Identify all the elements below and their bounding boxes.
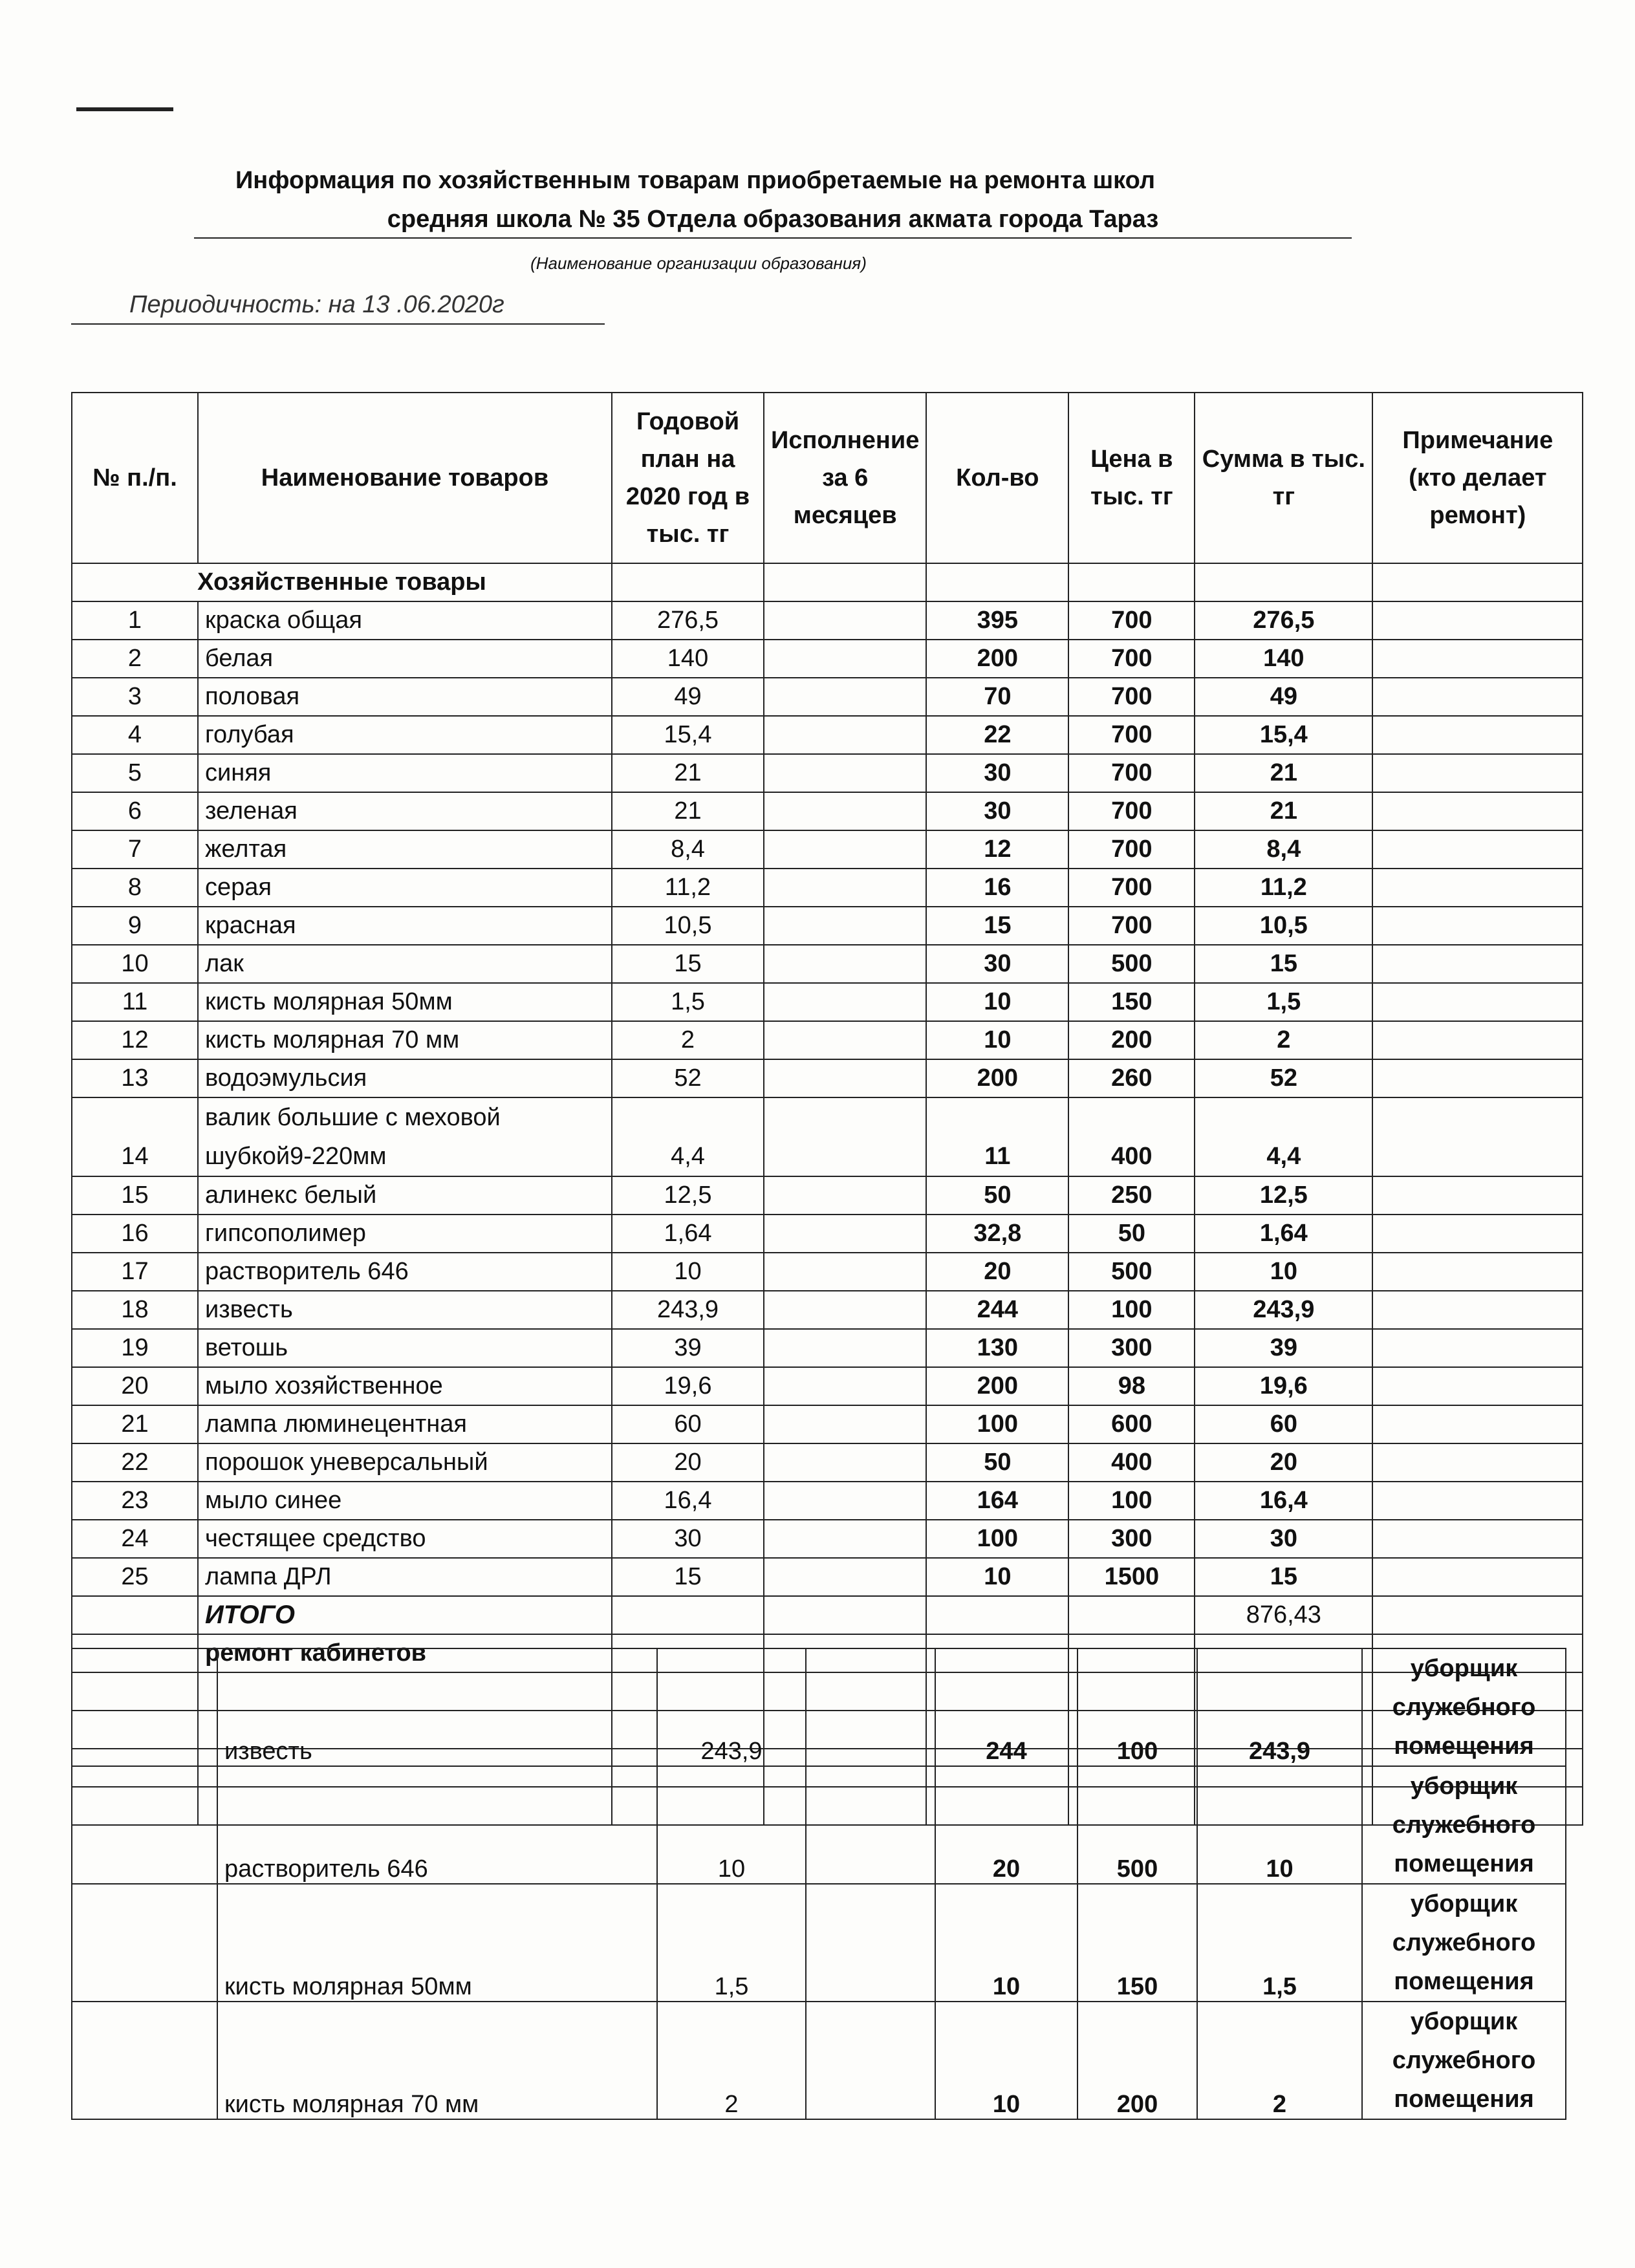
item-name: мыло синее: [198, 1482, 612, 1520]
item-plan: 4,4: [612, 1097, 764, 1176]
item-price: 1500: [1068, 1558, 1195, 1596]
item-sum: 60: [1195, 1405, 1372, 1443]
row-number: 25: [72, 1558, 198, 1596]
item-done: [764, 1215, 926, 1253]
item-note: [1372, 1253, 1583, 1291]
item-name: честящее средство: [198, 1520, 612, 1558]
item-note: [1372, 1215, 1583, 1253]
doc-title: Информация по хозяйственным товарам приобретаемые на ремонта школ: [235, 167, 1156, 194]
item-price: 700: [1068, 907, 1195, 945]
item-price: 700: [1068, 869, 1195, 907]
table-row: [72, 601, 1583, 640]
repair-done: [806, 2002, 935, 2119]
row-number: 13: [72, 1059, 198, 1097]
repair-sum: 1,5: [1197, 1884, 1362, 2002]
item-name: валик большие с меховой шубкой9-220мм: [198, 1097, 612, 1176]
table-row: [72, 678, 1583, 716]
section-title-repair: ремонт кабинетов: [198, 1634, 612, 1672]
item-note: [1372, 1367, 1583, 1405]
item-plan: 15: [612, 1558, 764, 1596]
item-sum: 19,6: [1195, 1367, 1372, 1405]
item-sum: 1,64: [1195, 1215, 1372, 1253]
item-qty: 130: [926, 1329, 1068, 1367]
item-qty: 30: [926, 945, 1068, 983]
repair-price: 100: [1077, 1648, 1197, 1766]
section-title: Хозяйственные товары: [72, 563, 612, 601]
item-note: [1372, 1176, 1583, 1215]
repair-sum: 243,9: [1197, 1648, 1362, 1766]
item-sum: 15: [1195, 1558, 1372, 1596]
row-number: 17: [72, 1253, 198, 1291]
item-sum: 49: [1195, 678, 1372, 716]
table-row: [72, 1443, 1583, 1482]
item-done: [764, 1558, 926, 1596]
repair-price: 200: [1077, 2002, 1197, 2119]
item-price: 98: [1068, 1367, 1195, 1405]
item-qty: 11: [926, 1097, 1068, 1176]
item-sum: 8,4: [1195, 830, 1372, 869]
item-done: [764, 1520, 926, 1558]
row-number: 24: [72, 1520, 198, 1558]
item-note: [1372, 1097, 1583, 1176]
item-plan: 12,5: [612, 1176, 764, 1215]
item-done: [764, 1253, 926, 1291]
row-number: 14: [72, 1097, 198, 1176]
item-name: лак: [198, 945, 612, 983]
table-row: [72, 1482, 1583, 1520]
item-name: известь: [198, 1291, 612, 1329]
item-name: алинекс белый: [198, 1176, 612, 1215]
col-header-name: Наименование товаров: [198, 393, 612, 563]
repair-sum: 10: [1197, 1766, 1362, 1884]
repair-name: растворитель 646: [217, 1766, 657, 1884]
item-price: 100: [1068, 1482, 1195, 1520]
item-plan: 30: [612, 1520, 764, 1558]
row-number: 9: [72, 907, 198, 945]
repair-name: кисть молярная 70 мм: [217, 2002, 657, 2119]
item-price: 700: [1068, 601, 1195, 640]
repair-plan: 10: [657, 1766, 806, 1884]
repair-qty: 10: [935, 1884, 1077, 2002]
item-name: красная: [198, 907, 612, 945]
row-number: 15: [72, 1176, 198, 1215]
item-plan: 1,64: [612, 1215, 764, 1253]
item-plan: 243,9: [612, 1291, 764, 1329]
header-row: [72, 393, 1583, 563]
item-plan: 21: [612, 792, 764, 830]
item-plan: 8,4: [612, 830, 764, 869]
item-price: 500: [1068, 1253, 1195, 1291]
item-done: [764, 716, 926, 754]
row-number: 20: [72, 1367, 198, 1405]
item-note: [1372, 1405, 1583, 1443]
table-row: [72, 1291, 1583, 1329]
header-dash: [76, 107, 173, 111]
item-note: [1372, 1021, 1583, 1059]
table-row: [72, 1059, 1583, 1097]
item-price: 50: [1068, 1215, 1195, 1253]
item-done: [764, 1482, 926, 1520]
item-price: 700: [1068, 678, 1195, 716]
item-done: [764, 945, 926, 983]
repair-row: [72, 1884, 1566, 2002]
col-header-done: Исполнение за 6 месяцев: [764, 393, 926, 563]
item-qty: 100: [926, 1520, 1068, 1558]
row-number: 10: [72, 945, 198, 983]
table-row: [72, 640, 1583, 678]
col-header-note: Примечание (кто делает ремонт): [1372, 393, 1583, 563]
item-price: 150: [1068, 983, 1195, 1021]
item-price: 100: [1068, 1291, 1195, 1329]
item-done: [764, 1021, 926, 1059]
repair-done: [806, 1766, 935, 1884]
item-qty: 20: [926, 1253, 1068, 1291]
item-done: [764, 1059, 926, 1097]
item-price: 260: [1068, 1059, 1195, 1097]
item-plan: 16,4: [612, 1482, 764, 1520]
repair-sum: 2: [1197, 2002, 1362, 2119]
item-price: 400: [1068, 1443, 1195, 1482]
repair-row: [72, 1766, 1566, 1884]
item-sum: 4,4: [1195, 1097, 1372, 1176]
row-number: 8: [72, 869, 198, 907]
item-note: [1372, 678, 1583, 716]
item-plan: 140: [612, 640, 764, 678]
item-price: 700: [1068, 792, 1195, 830]
item-price: 500: [1068, 945, 1195, 983]
item-qty: 10: [926, 1558, 1068, 1596]
item-qty: 244: [926, 1291, 1068, 1329]
item-qty: 30: [926, 792, 1068, 830]
item-sum: 10: [1195, 1253, 1372, 1291]
table-row: [72, 1215, 1583, 1253]
item-qty: 22: [926, 716, 1068, 754]
item-qty: 15: [926, 907, 1068, 945]
row-number: 6: [72, 792, 198, 830]
col-header-price: Цена в тыс. тг: [1068, 393, 1195, 563]
item-note: [1372, 792, 1583, 830]
item-name: ветошь: [198, 1329, 612, 1367]
doc-subtitle: средняя школа № 35 Отдела образования акмата города Тараз: [194, 206, 1352, 239]
item-qty: 10: [926, 1021, 1068, 1059]
item-price: 250: [1068, 1176, 1195, 1215]
row-number: 4: [72, 716, 198, 754]
item-plan: 60: [612, 1405, 764, 1443]
item-sum: 21: [1195, 754, 1372, 792]
repair-plan: 243,9: [657, 1648, 806, 1766]
total-row: [72, 1596, 1583, 1634]
table-row: [72, 1558, 1583, 1596]
row-number: 16: [72, 1215, 198, 1253]
item-note: [1372, 1329, 1583, 1367]
item-sum: 243,9: [1195, 1291, 1372, 1329]
item-name: голубая: [198, 716, 612, 754]
item-qty: 32,8: [926, 1215, 1068, 1253]
repair-name: известь: [217, 1648, 657, 1766]
item-qty: 16: [926, 869, 1068, 907]
item-price: 600: [1068, 1405, 1195, 1443]
item-price: 200: [1068, 1021, 1195, 1059]
repair-number: [72, 2002, 217, 2119]
item-sum: 20: [1195, 1443, 1372, 1482]
item-plan: 49: [612, 678, 764, 716]
item-price: 300: [1068, 1520, 1195, 1558]
repair-price: 500: [1077, 1766, 1197, 1884]
item-done: [764, 678, 926, 716]
repair-qty: 10: [935, 2002, 1077, 2119]
item-done: [764, 640, 926, 678]
item-name: зеленая: [198, 792, 612, 830]
item-name: серая: [198, 869, 612, 907]
item-plan: 20: [612, 1443, 764, 1482]
item-plan: 15: [612, 945, 764, 983]
col-header-qty: Кол-во: [926, 393, 1068, 563]
repair-price: 150: [1077, 1884, 1197, 2002]
item-name: гипсополимер: [198, 1215, 612, 1253]
item-price: 400: [1068, 1097, 1195, 1176]
item-sum: 39: [1195, 1329, 1372, 1367]
item-note: [1372, 1558, 1583, 1596]
item-done: [764, 907, 926, 945]
item-qty: 395: [926, 601, 1068, 640]
item-plan: 10,5: [612, 907, 764, 945]
table-row: [72, 716, 1583, 754]
item-name: краска общая: [198, 601, 612, 640]
table-row: [72, 1176, 1583, 1215]
item-name: порошок уневерсальный: [198, 1443, 612, 1482]
item-done: [764, 983, 926, 1021]
repair-number: [72, 1766, 217, 1884]
item-qty: 200: [926, 1059, 1068, 1097]
item-sum: 21: [1195, 792, 1372, 830]
col-header-num: № п./п.: [72, 393, 198, 563]
item-plan: 52: [612, 1059, 764, 1097]
item-qty: 164: [926, 1482, 1068, 1520]
item-name: кисть молярная 70 мм: [198, 1021, 612, 1059]
item-price: 700: [1068, 640, 1195, 678]
table-row: [72, 907, 1583, 945]
item-sum: 15: [1195, 945, 1372, 983]
table-row: [72, 1021, 1583, 1059]
item-note: [1372, 754, 1583, 792]
item-name: мыло хозяйственное: [198, 1367, 612, 1405]
section-row: [72, 563, 1583, 601]
row-number: 21: [72, 1405, 198, 1443]
table-row: [72, 1329, 1583, 1367]
repair-row: [72, 2002, 1566, 2119]
row-number: 19: [72, 1329, 198, 1367]
org-note: (Наименование организации образования): [530, 254, 867, 273]
item-name: лампа ДРЛ: [198, 1558, 612, 1596]
item-plan: 1,5: [612, 983, 764, 1021]
table-row: [72, 792, 1583, 830]
table-row: [72, 754, 1583, 792]
goods-table: [71, 392, 1583, 1826]
row-number: 5: [72, 754, 198, 792]
table-row: [72, 1097, 1583, 1176]
item-plan: 15,4: [612, 716, 764, 754]
item-sum: 1,5: [1195, 983, 1372, 1021]
item-sum: 276,5: [1195, 601, 1372, 640]
item-sum: 2: [1195, 1021, 1372, 1059]
item-done: [764, 1405, 926, 1443]
item-done: [764, 1097, 926, 1176]
item-done: [764, 792, 926, 830]
row-number: 11: [72, 983, 198, 1021]
item-note: [1372, 983, 1583, 1021]
repair-done: [806, 1648, 935, 1766]
row-number: 7: [72, 830, 198, 869]
item-done: [764, 1367, 926, 1405]
periodicity-underline: [71, 323, 605, 325]
repair-number: [72, 1648, 217, 1766]
total-value: 876,43: [1195, 1596, 1372, 1634]
repair-qty: 244: [935, 1648, 1077, 1766]
item-note: [1372, 601, 1583, 640]
item-plan: 10: [612, 1253, 764, 1291]
row-number: 23: [72, 1482, 198, 1520]
item-qty: 70: [926, 678, 1068, 716]
row-number: 22: [72, 1443, 198, 1482]
repair-qty: 20: [935, 1766, 1077, 1884]
table-row: [72, 1520, 1583, 1558]
item-qty: 100: [926, 1405, 1068, 1443]
item-qty: 50: [926, 1443, 1068, 1482]
repair-number: [72, 1884, 217, 2002]
item-price: 700: [1068, 754, 1195, 792]
item-note: [1372, 1443, 1583, 1482]
table-row: [72, 983, 1583, 1021]
item-name: водоэмульсия: [198, 1059, 612, 1097]
item-note: [1372, 907, 1583, 945]
item-done: [764, 1443, 926, 1482]
repair-row: [72, 1648, 1566, 1766]
col-header-sum: Сумма в тыс. тг: [1195, 393, 1372, 563]
item-price: 300: [1068, 1329, 1195, 1367]
repair-name: кисть молярная 50мм: [217, 1884, 657, 2002]
item-note: [1372, 640, 1583, 678]
table-row: [72, 945, 1583, 983]
item-note: [1372, 830, 1583, 869]
item-name: половая: [198, 678, 612, 716]
item-sum: 52: [1195, 1059, 1372, 1097]
item-price: 700: [1068, 716, 1195, 754]
repair-note: уборщик служебного помещения: [1362, 1884, 1566, 2002]
item-sum: 140: [1195, 640, 1372, 678]
item-sum: 12,5: [1195, 1176, 1372, 1215]
item-plan: 21: [612, 754, 764, 792]
row-number: 12: [72, 1021, 198, 1059]
table-row: [72, 1367, 1583, 1405]
repair-note: уборщик служебного помещения: [1362, 2002, 1566, 2119]
repair-done: [806, 1884, 935, 2002]
item-name: кисть молярная 50мм: [198, 983, 612, 1021]
item-note: [1372, 1291, 1583, 1329]
item-qty: 50: [926, 1176, 1068, 1215]
item-done: [764, 869, 926, 907]
row-number: 1: [72, 601, 198, 640]
row-number: 3: [72, 678, 198, 716]
repair-plan: 2: [657, 2002, 806, 2119]
item-sum: 11,2: [1195, 869, 1372, 907]
item-plan: 276,5: [612, 601, 764, 640]
row-number: 2: [72, 640, 198, 678]
table-row: [72, 1253, 1583, 1291]
item-name: растворитель 646: [198, 1253, 612, 1291]
item-name: желтая: [198, 830, 612, 869]
repair-note: уборщик служебного помещения: [1362, 1766, 1566, 1884]
item-done: [764, 601, 926, 640]
item-note: [1372, 1520, 1583, 1558]
item-done: [764, 754, 926, 792]
item-done: [764, 830, 926, 869]
table-row: [72, 1405, 1583, 1443]
periodicity: Периодичность: на 13 .06.2020г: [129, 291, 504, 318]
item-price: 700: [1068, 830, 1195, 869]
total-label: ИТОГО: [198, 1596, 612, 1634]
item-sum: 10,5: [1195, 907, 1372, 945]
item-plan: 2: [612, 1021, 764, 1059]
item-note: [1372, 716, 1583, 754]
col-header-plan: Годовой план на 2020 год в тыс. тг: [612, 393, 764, 563]
repair-plan: 1,5: [657, 1884, 806, 2002]
item-qty: 200: [926, 1367, 1068, 1405]
table-row: [72, 830, 1583, 869]
item-name: белая: [198, 640, 612, 678]
item-done: [764, 1291, 926, 1329]
item-plan: 19,6: [612, 1367, 764, 1405]
item-plan: 11,2: [612, 869, 764, 907]
table-row: [72, 869, 1583, 907]
row-number: 18: [72, 1291, 198, 1329]
item-qty: 10: [926, 983, 1068, 1021]
repair-table: [71, 1648, 1566, 2120]
item-qty: 30: [926, 754, 1068, 792]
item-qty: 12: [926, 830, 1068, 869]
item-name: лампа люминецентная: [198, 1405, 612, 1443]
item-done: [764, 1176, 926, 1215]
item-note: [1372, 869, 1583, 907]
item-sum: 15,4: [1195, 716, 1372, 754]
item-sum: 16,4: [1195, 1482, 1372, 1520]
item-note: [1372, 1482, 1583, 1520]
item-note: [1372, 1059, 1583, 1097]
item-note: [1372, 945, 1583, 983]
item-name: синяя: [198, 754, 612, 792]
item-done: [764, 1329, 926, 1367]
repair-note: уборщик служебного помещения: [1362, 1648, 1566, 1766]
item-qty: 200: [926, 640, 1068, 678]
item-plan: 39: [612, 1329, 764, 1367]
item-sum: 30: [1195, 1520, 1372, 1558]
